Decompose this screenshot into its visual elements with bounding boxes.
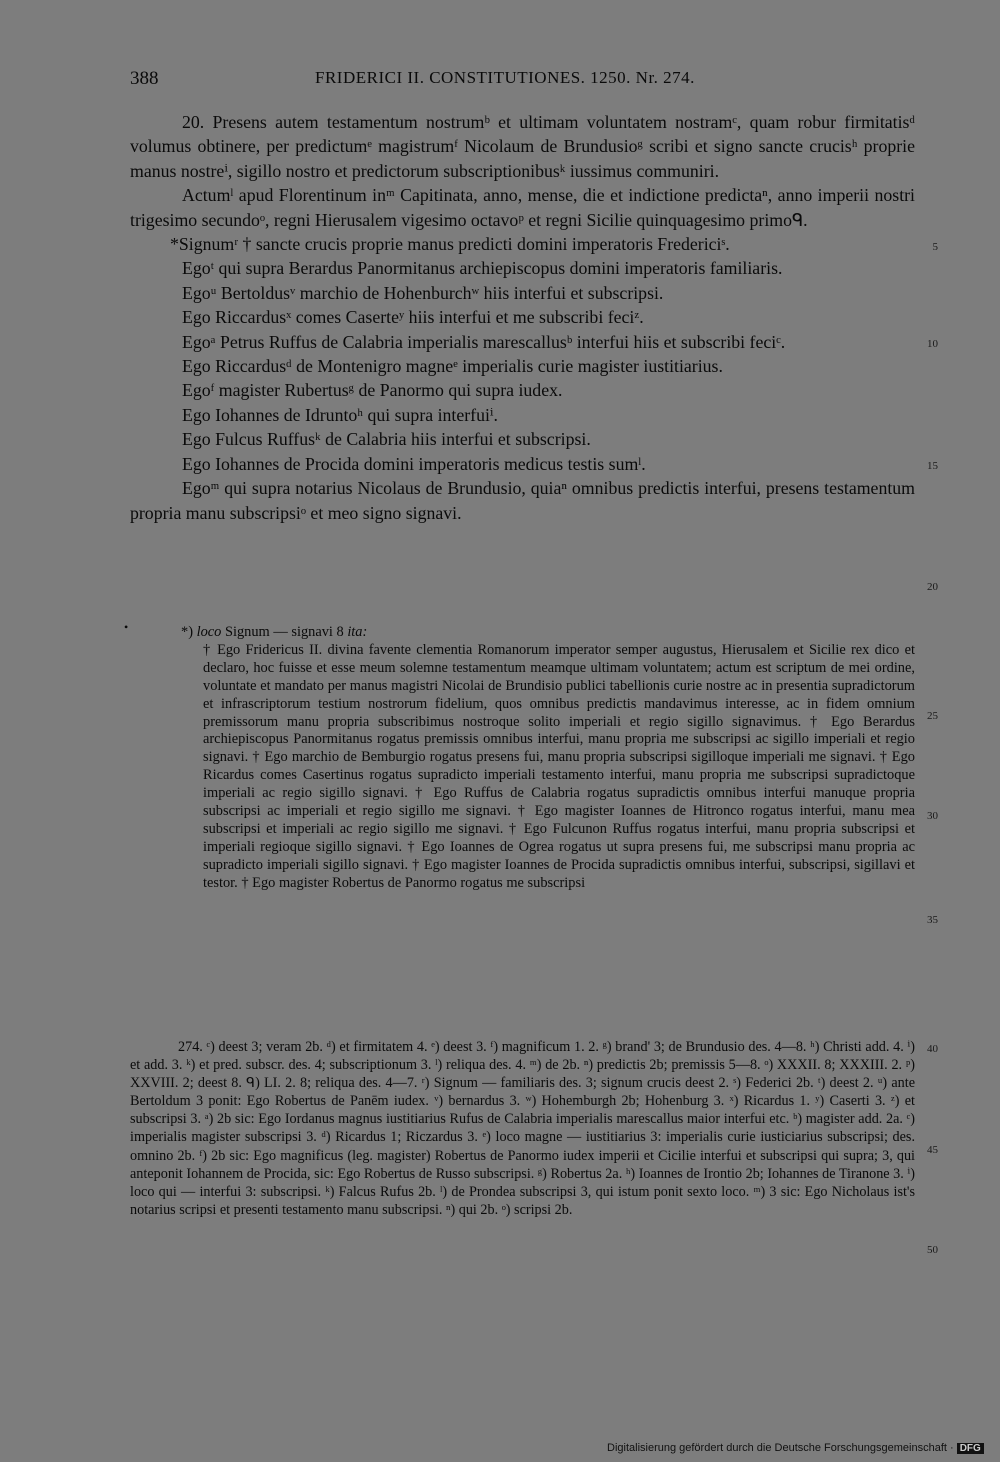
footnote-intro-italic: loco	[196, 624, 222, 640]
line-number: 15	[927, 460, 938, 472]
main-paragraph: Egoᵗ qui supra Berardus Panormitanus archiepiscopus domini imperatoris familiaris.	[182, 258, 783, 279]
footnote-marker: *)	[181, 624, 197, 640]
footnote-star	[181, 624, 915, 893]
line-number: 25	[927, 710, 938, 722]
footnote-intro-ita: ita:	[347, 624, 368, 640]
footnote-intro-text: Signum — signavi 8	[221, 624, 348, 640]
line-number: 35	[927, 914, 938, 926]
line-number: 10	[927, 338, 938, 350]
apparatus-text: 274. ᶜ) deest 3; veram 2b. ᵈ) et firmitatem 4. ᵉ) deest 3. ᶠ) magnificum 1. 2. ᵍ) brand' 3; de Brundusio des. 4—8. ʰ) Christi add. 4. ⁱ) et add. 3. ᵏ) et pred. subscr. des. 4; subscriptionum 3. ˡ) reliqua des. 4. ᵐ) de 2b. ⁿ) predictis 2b; premissis 5—8. ᵒ) XXXII. 8; XXXIII. 2. ᵖ) XXVIII. 2; deest 8. ᑫ) LI. 2. 8; reliqua des. 4—7. ʳ) Signum — familiaris des. 3; signum crucis deest 2. ˢ) Federici 2b. ᵗ) deest 2. ᵘ) ante Bertoldum 3 ponit: Ego Robertus de Panēm iudex. ᵛ) bernardus 3. ʷ) Hohemburgh 2b; Hohenburg 3. ˣ) Ricardus 1. ʸ) Caserti 3. ᶻ) et subscripsi 3. ᵃ) 2b sic: Ego Iordanus magnus iustitiarius Rufus de Calabria imperialis marescallus maior interfui etc. ᵇ) magister add. 2a. ᶜ) imperialis magister subscripsi 3. ᵈ) Ricardus 1; Riczardus 3. ᵉ) loco magne — iustitiarius 3: imperialis curie iusticiarius subscripsi; des. omnino 2b. ᶠ) 2b sic: Ego magnificus (leg. magister) Robertus de Panormo iudex imperii et Cicilie interfui et subscripsi qui supra; 3, qui anteponit Iohannem de Procida, sic: Ego Robertus de Russo subscripsi. ᵍ) Robertus 2a. ʰ) Ioannes de Irontio 2b; Iohannes de Tiranone 3. ⁱ) loco qui — interfui 3: subscripsi. ᵏ) Falcus Rufus 2b. ˡ) de Prondea subscripsi 3, qui istum ponit sexto loco. ᵐ) 3 sic: Ego Nicholaus ist's notarius scripsi et presenti testamento manu subscripsi. ⁿ) qui 2b. ᵒ) scripsi 2b.	[130, 1039, 915, 1218]
dfg-credit-text: Digitalisierung gefördert durch die Deutsche Forschungsgemeinschaft ·	[607, 1442, 954, 1454]
dfg-logo: DFG	[957, 1443, 984, 1454]
main-paragraph: Egoᵃ Petrus Ruffus de Calabria imperialis marescallusᵇ interfui hiis et subscribi feciᶜ.	[182, 331, 786, 352]
footnote-star-intro	[181, 624, 915, 642]
main-paragraph: Egoᶠ magister Rubertusᵍ de Panormo qui supra iudex.	[182, 380, 563, 401]
main-paragraph: Ego Iohannes de Procida domini imperatoris medicus testis sumˡ.	[182, 453, 646, 474]
line-number: 50	[927, 1244, 938, 1256]
main-paragraph: Ego Riccardusᵈ de Montenigro magneᵉ imperialis curie magister iustitiarius.	[182, 356, 723, 377]
main-paragraph: *Signumʳ † sancte crucis proprie manus predicti domini imperatoris Fredericiˢ.	[170, 234, 730, 255]
dfg-credit	[607, 1442, 984, 1454]
line-number: 40	[927, 1043, 938, 1055]
line-number: 20	[927, 581, 938, 593]
line-number: 30	[927, 810, 938, 822]
margin-bullet: •	[124, 620, 129, 634]
line-number: 5	[932, 241, 938, 253]
line-number: 45	[927, 1144, 938, 1156]
running-title: FRIDERICI II. CONSTITUTIONES. 1250. Nr. 274.	[315, 68, 695, 87]
main-paragraph: Ego Iohannes de Idruntoʰ qui supra interfuiⁱ.	[182, 404, 498, 425]
main-paragraph: Ego Fulcus Ruffusᵏ de Calabria hiis interfui et subscripsi.	[182, 429, 591, 450]
main-paragraph: 20. Presens autem testamentum nostrumᵇ et ultimam voluntatem nostramᶜ, quam robur firmitatisᵈ volumus obtinere, per predictumᵉ magistrumᶠ Nicolaum de Brundusioᵍ scribi et signo sancte crucisʰ proprie manus nostreⁱ, sigillo nostro et predictorum subscriptionibusᵏ iussimus communiri.	[130, 112, 915, 181]
page-header	[130, 64, 915, 94]
main-text	[130, 110, 915, 525]
main-paragraph: Ego Riccardusˣ comes Caserteʸ hiis interfui et me subscribi feciᶻ.	[182, 307, 644, 328]
page-number: 388	[130, 68, 159, 89]
main-paragraph: Egoᵐ qui supra notarius Nicolaus de Brundusio, quiaⁿ omnibus predictis interfui, presens testamentum propria manu subscripsiᵒ et meo signo signavi.	[130, 478, 915, 523]
footnote-star-body: † Ego Fridericus II. divina favente clementia Romanorum imperator semper augustus, Hierusalem et Sicilie rex dico et declaro, hoc fuisse et esse meum solemne testamentum meamque ultimam voluntatem; actum est scriptum de mei ordine, voluntate et mandato per manus magistri Nicolai de Brundisio publici tabellionis curie nostre ac in presentia supradictorum et infrascriptorum testium nostrorum fidelium, quos omnibus predictis mandavimus interesse, ac in fidem omnium premissorum manu propria subscribimus nostroque solito imperiali et regio sigillo signavimus. † Ego Berardus archiepiscopus Panormitanus rogatus premissis omnibus interfui, manu propria me subscripsi ac sigillo imperiali et regio signavi. † Ego marchio de Bemburgio rogatus presens fui, manu propria subscripsi sigilloque imperiali me signavi. † Ego Ricardus comes Casertinus rogatus supradicto imperiali testamento interfui, manu propria me subscripsi supradictoque imperiali ac regio sigillo signavi. † Ego Ruffus de Calabria rogatus supradictis omnibus interfui manuque propria subscripsi ac imperiali et regio sigillo me signavi. † Ego magister Ioannes de Hitronco rogatus interfui, manu mea subscripsi et imperiali ac regio sigillo me signavi. † Ego Fulcunon Ruffus rogatus interfui, manu propria subscripsi et imperiali regioque sigillo signavi. † Ego Ioannes de Ogrea rogatus ut supra presens fui, me subscripsi manu propria ac supradicto imperiali sigillo signavi. † Ego magister Ioannes de Procida supradictis omnibus interfui, subscripsi, sigillavi et testor. † Ego magister Robertus de Panormo rogatus me subscripsi	[203, 641, 915, 891]
critical-apparatus	[130, 1038, 915, 1219]
main-paragraph: Actumˡ apud Florentinum inᵐ Capitinata, anno, mense, die et indictione predictaⁿ, anno imperii nostri trigesimo secundoᵒ, regni Hierusalem vigesimo octavoᵖ et regni Sicilie quinquagesimo primoᑫ.	[130, 185, 915, 230]
main-paragraph: Egoᵘ Bertoldusᵛ marchio de Hohenburchʷ hiis interfui et subscripsi.	[182, 282, 664, 303]
